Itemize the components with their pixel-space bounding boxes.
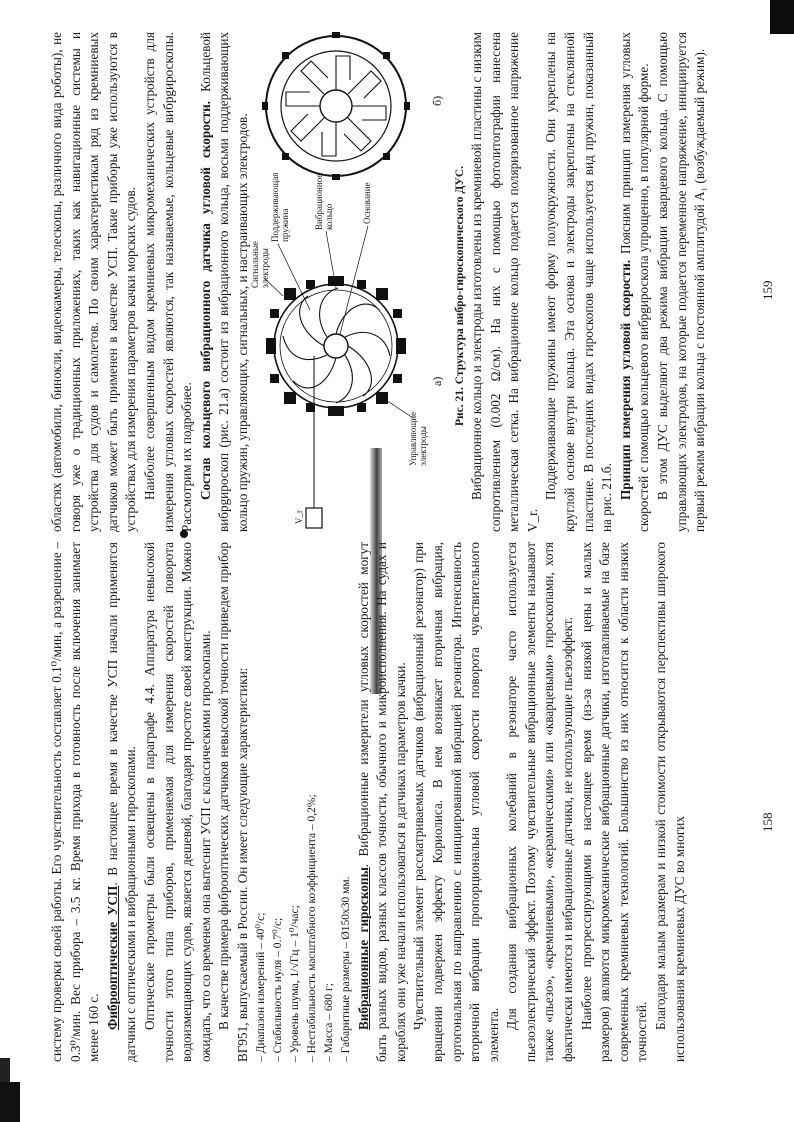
vibration-ring [274, 284, 398, 408]
ring-gyro-a [274, 284, 398, 408]
spec-item: – Уровень шума, 1/√Гц – 1⁰/час; [287, 542, 304, 1062]
spec-item: – Габаритные размеры – Ø150x30 мм. [338, 542, 355, 1062]
page-158 [0, 542, 794, 1122]
control-electrodes-label: Управляющие электроды [408, 411, 428, 466]
page-number: 159 [760, 280, 775, 300]
page-number: 158 [760, 812, 775, 832]
base [324, 334, 348, 358]
paragraph: Оптические гирометры были освещены в параграфе 4.4. Аппаратура невысокой точности этого типа приборов, применяемая для измерения скоростей поворота водоизмещающих судов, является дешевой, благодаря простоте своей конструкции. Можно ожидать, что со временем она вытеснит УСП с классическими гироскопами. [141, 542, 213, 1062]
section-heading: Принцип измерения угловой скорости. [617, 259, 633, 500]
ring-b-notches [262, 32, 410, 180]
page-158-text [48, 542, 689, 1062]
vr-source-box [306, 508, 322, 528]
paragraph: Для создания вибрационных колебаний в резонаторе часто используется пьезоэлектрический эффект. Поэтому чувствительные вибрационные элементы называют также «пьезо», «кремниевыми», «керамическими» или «кварцевыми» гироскопами, хотя фактически имеются и вибрационные датчики, не использующие пьезоэффект. [504, 542, 576, 1062]
paragraph: Наиболее совершенным видом кремниевых микромеханических устройств для измерения угловых скоростей являются, так называемые, кольцевые вибрgироскопы. Рассмотрим их подробнее. [141, 32, 195, 532]
paragraph: Поддерживающие пружины имеют форму полуокружности. Они укреплены на круглой основе внутри кольца. Эта основа и электроды закреплены на стеклянной пластине. В последних видах гироскопов чаще используется вид пружин, показанный на рис. 21.б. [543, 32, 615, 532]
paragraph-composition: Состав кольцевого вибрационного датчика угловой скорости. Кольцевой вибрgироскоп (рис. 21.а) состоит из вибрационного кольца, восьми поддерживающих кольцо пружин, управляющих, сигнальных, и настраивающих электродов. [197, 32, 250, 532]
page-159-text-top [48, 32, 253, 532]
spec-list [253, 542, 355, 1062]
section-heading: Фиброоптические УСП [104, 885, 120, 1030]
page-159 [0, 0, 794, 560]
figure-21 [248, 16, 466, 536]
vibration-ring-label: Вибрационное кольцо [314, 173, 334, 230]
spec-item: – Масса – 680 г; [321, 542, 338, 1062]
paragraph: систему проверки своей работы. Его чувствительность составляет 0.1⁰/мин, а разрешение – 0.3⁰/мин. Вес прибора – 3.5 кг. Время прихода в готовность после включения занимает менее 160 с. [49, 542, 102, 1062]
spec-item: – Стабильность нуля – 0.7⁰/с; [270, 542, 287, 1062]
figure-caption: Рис. 21. Структура вибро-гироскопического ДУС. [454, 165, 466, 426]
section-heading: Состав кольцевого вибрационного датчика угловой скорости. [197, 101, 213, 500]
paragraph-principle: Принцип измерения угловой скорости. Поясним принцип измерения угловых скоростей с помощью кольцевого вибрgироскопа упрощенно, в популярной форме. [617, 32, 652, 532]
paragraph: В этом ДУС выделяют два режима вибрации кварцевого кольца. С помощью управляющих электродов, на которые подается переменное напряжение, инициируется первый режим вибрации кольца с постоянной амплитудой A₁ (возбуждаемый режим). [654, 32, 708, 532]
paragraph: Благодаря малым размерам и низкой стоимости открываются перспективы широкого использования кремниевых ДУС во многих [653, 542, 687, 1062]
page-159-text-bottom [468, 32, 710, 532]
subfigure-b-label: б) [430, 95, 444, 106]
spec-item: – Диапазон измерений – 40⁰/с; [253, 542, 270, 1062]
paragraph: В качестве примера фиброоптических датчиков невысокой точности приведем прибор ВГ951, выпускаемый в России. Он имеет следующие характеристики: [216, 542, 250, 1062]
vr-label: V_r [294, 510, 304, 524]
paragraph: Вибрационное кольцо и электроды изготовлены из кремниевой пластины с низким сопротивлением (0.002 Ω/см). На них с помощью фотолитографии нанесена металлическая сетка. На вибрационное кольцо подается поляризованное напряжение V_r. [469, 32, 540, 532]
paragraph: областях (автомобили, бинокли, видеокамеры, телескопы, различного вида роботы), не говоря уже о традиционных приложениях, таких как навигационные системы и устройства для судов и самолетов. По своим характеристикам ряд из кремниевых датчиков может быть применен в качестве УСП. Такие приборы уже используются в устройствах для измерения параметров качки морских судов. [49, 32, 139, 532]
spec-item: – Нестабильность масштабного коэффициента – 0,2%; [304, 542, 321, 1062]
paragraph-vibration-gyros: Вибрационные гироскопы. Вибрационные измерители угловых скоростей могут быть разных видов, разных классов точности, обычного и микроисполнения. На судах и кораблях они уже начали использоваться в датчиках параметров качки. [355, 542, 408, 1062]
base-label: Основание [362, 182, 372, 224]
spring-variant-b [286, 56, 386, 156]
subfigure-a-label: а) [430, 376, 444, 386]
paragraph: Чувствительный элемент рассматриваемых датчиков (вибрационный резонатор) при вращении подвержен эффекту Кориолиса. В нем возникает вторичная вибрация, ортогональная по направлению с инициированной вибрацией резонатора. Интенсивность вторичной вибрации пропорциональна угловой скорости поворота чувствительного элемента. [411, 542, 501, 1062]
paragraph: Наиболее прогрессирующими в настоящее время (из-за низкой цены и малых размеров) являются микромеханические вибрационные датчики, изготавливаемые на базе современных кремниевых технологий. Большинство из них относится к области низких точностей. [578, 542, 650, 1062]
signal-electrodes-label: Сигнальные электроды [250, 241, 270, 288]
support-spring-label: Поддерживающая пружина [270, 172, 290, 242]
paragraph-fiber-optic: Фиброоптические УСП. В настоящее время в качестве УСП начали применятся датчики с оптическими и вибрационными гироскопами. [104, 542, 139, 1062]
section-heading: Вибрационные гироскопы [355, 867, 371, 1030]
